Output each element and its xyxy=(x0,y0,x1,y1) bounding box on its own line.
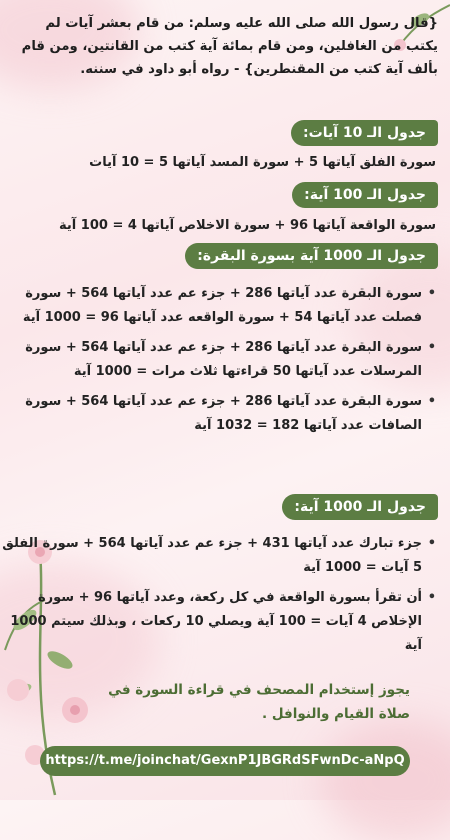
list-item: • أن تقرأ بسورة الواقعة في كل ركعة، وعدد آياتها 96 + سورة الإخلاص 4 آيات = 100 آية ويصلي 10 ركعات ، وبذلك سيتم 1000 آية xyxy=(2,586,422,658)
heading-10-verses: جدول الـ 10 آيات: xyxy=(291,120,438,146)
heading-1000-verses: جدول الـ 1000 آية: xyxy=(282,494,438,520)
heading-100-verses: جدول الـ 100 آية: xyxy=(292,182,438,208)
list-1000-verses xyxy=(2,532,440,664)
heading-1000-baqara: جدول الـ 1000 آية بسورة البقرة: xyxy=(185,243,438,269)
line-100-verses: سورة الواقعة آياتها 96 + سورة الاخلاص آياتها 4 = 100 آية xyxy=(59,218,436,233)
list-item: • جزء تبارك عدد آياتها 431 + جزء عم عدد آياتها 564 + سورة الفلق 5 آيات = 1000 آية xyxy=(2,532,422,580)
hadith-intro: {قال رسول الله صلى الله عليه وسلم: من قام بعشر آيات لم يكتب من الغافلين، ومن قام بمائة آية كتب من القانتين، ومن قام بألف آية كتب من المقنطرين} - رواه أبو داود في سننه. xyxy=(21,16,438,77)
line-10-verses: سورة الفلق آياتها 5 + سورة المسد آياتها 5 = 10 آيات xyxy=(89,155,436,170)
list-item: • سورة البقرة عدد آياتها 286 + جزء عم عدد آياتها 564 + سورة الصافات عدد آياتها 182 = 1032 آية xyxy=(2,390,422,438)
list-item: • سورة البقرة عدد آياتها 286 + جزء عم عدد آياتها 564 + سورة المرسلات عدد آياتها 50 قراءتها ثلاث مرات = 1000 آية xyxy=(2,336,422,384)
list-item: • سورة البقرة عدد آياتها 286 + جزء عم عدد آياتها 564 + سورة فصلت عدد آياتها 54 + سورة الواقعه عدد آياتها 96 = 1000 آية xyxy=(2,282,422,330)
note-text: يجوز إستخدام المصحف في قراءة السورة في صلاة القيام والنوافل . xyxy=(108,682,410,722)
list-1000-baqara xyxy=(2,282,440,444)
telegram-link[interactable]: https://t.me/joinchat/GexnP1JBGRdSFwnDc-aNpQ xyxy=(40,746,410,776)
